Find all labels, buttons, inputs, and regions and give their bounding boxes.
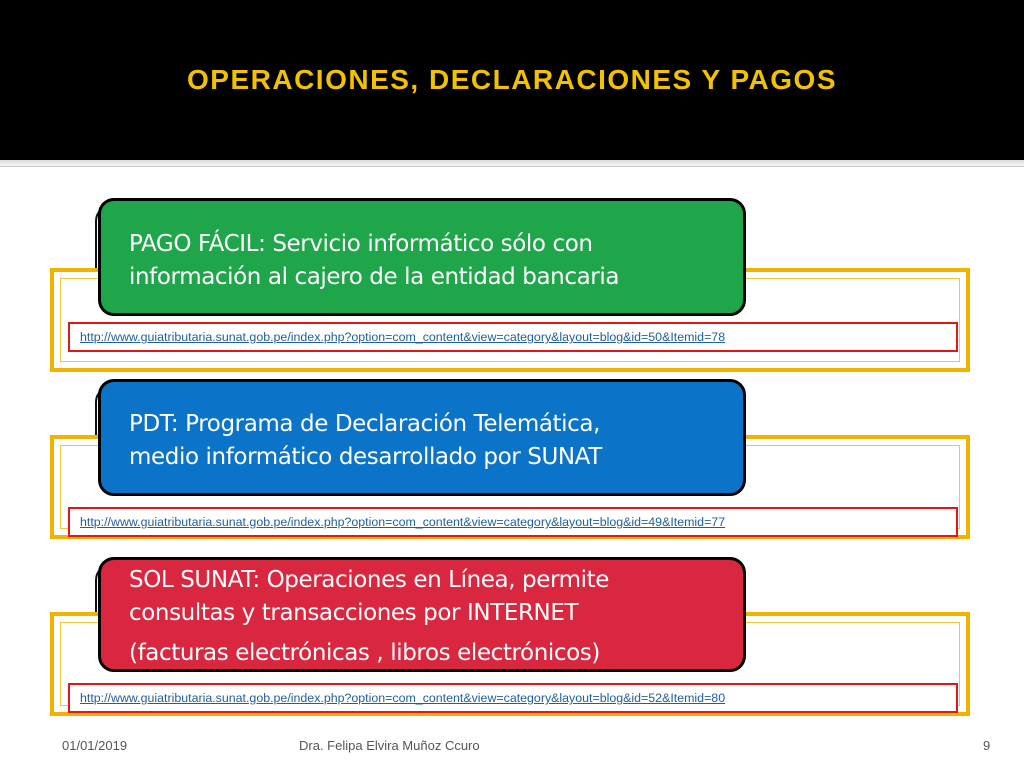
footer-author: Dra. Felipa Elvira Muñoz Ccuro: [299, 738, 480, 753]
link-pago-facil[interactable]: http://www.guiatributaria.sunat.gob.pe/index.php?option=com_content&view=category&layout=blog&id=50&Itemid=78: [68, 322, 958, 352]
card-line-1: PAGO FÁCIL: Servicio informático sólo con: [129, 231, 593, 257]
card-line-2: medio informático desarrollado por SUNAT: [129, 444, 602, 470]
card-line-2: consultas y transacciones por INTERNET: [129, 600, 579, 626]
footer-date: 01/01/2019: [62, 738, 128, 753]
card-line-1: PDT: Programa de Declaración Telemática,: [129, 411, 600, 437]
header-divider: [0, 160, 1024, 167]
card-line-2: información al cajero de la entidad bancaria: [129, 264, 620, 290]
card-pdt: [98, 379, 746, 496]
link-pdt[interactable]: http://www.guiatributaria.sunat.gob.pe/index.php?option=com_content&view=category&layout=blog&id=49&Itemid=77: [68, 507, 958, 537]
link-sol-sunat[interactable]: http://www.guiatributaria.sunat.gob.pe/index.php?option=com_content&view=category&layout=blog&id=52&Itemid=80: [68, 683, 958, 713]
card-line-3: (facturas electrónicas , libros electrónicos): [129, 640, 600, 666]
card-line-1: SOL SUNAT: Operaciones en Línea, permite: [129, 567, 609, 593]
footer-page-number: 9: [983, 738, 991, 753]
card-pago-facil: [98, 198, 746, 316]
card-sol-sunat: [98, 557, 746, 672]
slide-title: OPERACIONES, DECLARACIONES Y PAGOS: [187, 64, 837, 95]
